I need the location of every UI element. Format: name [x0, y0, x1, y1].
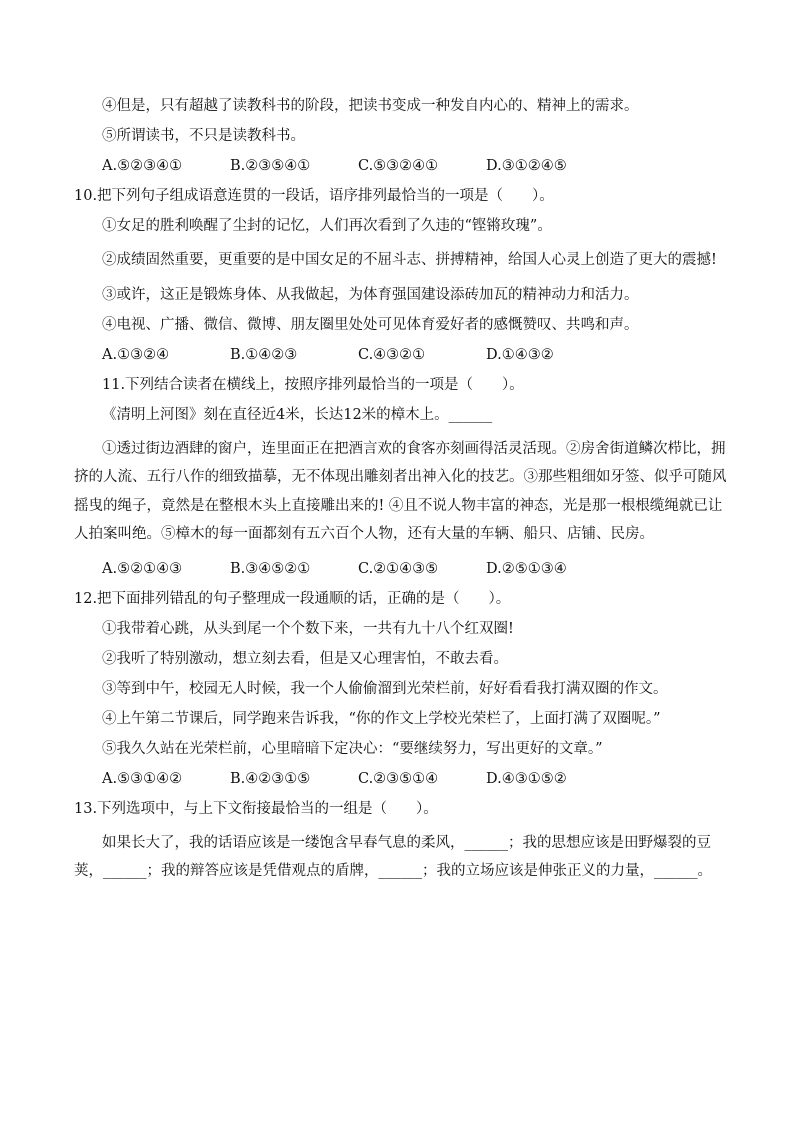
q12-item-1: ①我带着心跳，从头到尾一个个数下来，一共有九十八个红双圈!: [102, 620, 514, 637]
q10-option-d: D.①④③②: [486, 346, 554, 363]
q9-options: [74, 156, 734, 176]
q9-item-4: ④但是，只有超越了读教科书的阶段，把读书变成一种发自内心的、精神上的需求。: [102, 98, 639, 114]
q11-option-d: D.②⑤①③④: [486, 560, 567, 577]
q12-option-b: B.④②③①⑤: [230, 770, 311, 787]
q12-item-5: ⑤我久久站在光荣栏前，心里暗暗下定决心：“要继续努力，写出更好的文章。”: [102, 740, 603, 757]
q12-option-c: C.②③⑤①④: [358, 770, 439, 787]
q12-item-2: ②我听了特别激动，想立刻去看，但是又心理害怕，不敢去看。: [102, 650, 508, 667]
q10-item-4: ④电视、广播、微信、微博、朋友圈里处处可见体育爱好者的感慨赞叹、共鸣和声。: [102, 316, 639, 333]
q9-option-d: D.③①②④⑤: [486, 158, 567, 174]
q11-option-a: A.⑤②①④③: [102, 560, 183, 577]
q10-options: [74, 345, 734, 365]
q12-option-a: A.⑤③①④②: [102, 770, 183, 787]
page-content: [74, 96, 734, 896]
q12-item-4: ④上午第二节课后，同学跑来告诉我，“你的作文上学校光荣栏了，上面打满了双圈呢。”: [102, 710, 661, 727]
q11-option-b: B.③④⑤②①: [230, 560, 311, 577]
q12-item-3: ③等到中午，校园无人时候，我一个人偷偷溜到光荣栏前，好好看看我打满双圈的作文。: [102, 680, 668, 697]
q13-stem: 13.下列选项中，与上下文衔接最恰当的一组是（ ）。: [74, 800, 438, 817]
q10-option-b: B.①④②③: [230, 346, 298, 363]
q12-stem: 12.把下面排列错乱的句子整理成一段通顺的话，正确的是（ ）。: [74, 590, 511, 607]
q11-options: [74, 559, 734, 579]
q10-option-c: C.④③②①: [358, 346, 426, 363]
q9-option-b: B.②③⑤④①: [230, 158, 311, 174]
q9-option-a: A.⑤②③④①: [102, 158, 183, 174]
q11-option-c: C.②①④③⑤: [358, 560, 439, 577]
q12-option-d: D.④③①⑤②: [486, 770, 567, 787]
q9-option-c: C.⑤③②④①: [358, 158, 439, 174]
q10-item-3: ③或许，这正是锻炼身体、从我做起，为体育强国建设添砖加瓦的精神动力和活力。: [102, 286, 639, 303]
q10-option-a: A.①③②④: [102, 346, 170, 363]
q11-passage: ①透过街边酒肆的窗户，连里面正在把酒言欢的食客亦刻画得活灵活现。②房舍街道鳞次栉比，拥挤的人流、五行八作的细致描摹，无不体现出雕刻者出神入化的技艺。③那些粗细如牙签、似乎可随风摇曳的绳子，竟然是在整根木头上直接雕出来的! ④且不说人物丰富的神态，光是那一根根缆绳就已让人拍案叫绝。⑤樟木的每一面都刻有五六百个人物，还有大量的车辆、船只、店铺、民房。: [74, 440, 727, 542]
q12-options: [74, 769, 734, 789]
q10-item-1: ①女足的胜利唤醒了尘封的记忆，人们再次看到了久违的“铿锵玫瑰”。: [102, 218, 552, 234]
q13-passage: 如果长大了，我的话语应该是一缕饱含早春气息的柔风，______；我的思想应该是田野爆裂的豆荚，______；我的辩答应该是凭借观点的盾牌，______；我的立场应该是伸张正义的力量，______。: [74, 834, 712, 879]
q9-item-5: ⑤所谓读书，不只是读教科书。: [102, 128, 305, 144]
q10-item-2: ②成绩固然重要，更重要的是中国女足的不屈斗志、拼搏精神，给国人心灵上创造了更大的震撼!: [102, 252, 717, 268]
q10-stem: 10.把下列句子组成语意连贯的一段话，语序排列最恰当的一项是（ ）。: [74, 188, 554, 204]
q11-lead: 《清明上河图》刻在直径近4米，长达12米的樟木上。______: [102, 406, 493, 423]
q11-stem: 11.下列结合读者在横线上，按照序排列最恰当的一项是（ ）。: [102, 376, 524, 393]
